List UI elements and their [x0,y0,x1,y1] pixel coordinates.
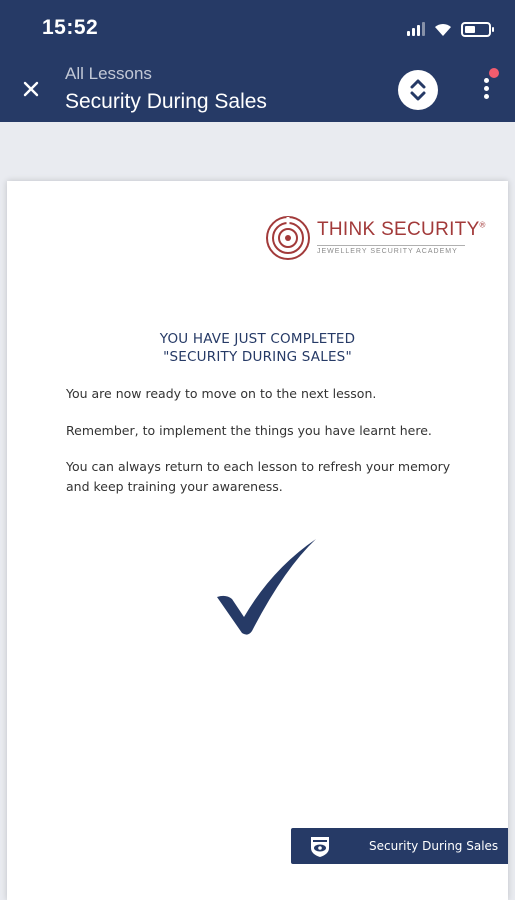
more-vertical-icon [484,78,489,83]
paragraph-remember: Remember, to implement the things you have learnt here. [66,423,432,438]
status-icons [407,19,491,39]
lesson-content-card [7,181,508,900]
app-header [0,0,515,122]
target-logo-icon [265,215,311,261]
breadcrumb[interactable]: All Lessons [65,64,152,83]
paragraph-next-lesson: You are now ready to move on to the next lesson. [66,386,377,401]
lesson-nav-button[interactable] [398,70,438,110]
think-security-logo [265,215,486,265]
close-button[interactable] [18,76,44,102]
logo-brand: THINK SECURITY® [317,219,486,240]
more-menu-button[interactable] [474,66,500,106]
logo-tagline: JEWELLERY SECURITY ACADEMY [317,248,458,255]
logo-divider [317,245,465,246]
completed-lesson-name: "SECURITY DURING SALES" [163,349,352,365]
close-icon [23,81,39,97]
battery-icon [461,22,491,37]
checkmark-icon [214,539,319,639]
completed-heading: YOU HAVE JUST COMPLETED [159,331,356,347]
page-title: Security During Sales [65,90,267,113]
wifi-icon [433,22,453,37]
status-time: 15:52 [42,16,99,39]
up-down-chevron-icon [408,78,428,102]
notification-badge [489,68,499,78]
lesson-tag-label: Security During Sales [369,839,499,853]
current-lesson-tag[interactable] [291,828,508,864]
paragraph-return: You can always return to each lesson to refresh your memory and keep training your awareness. [66,459,451,494]
cellular-signal-icon [407,22,425,36]
eye-shield-icon [309,834,331,858]
